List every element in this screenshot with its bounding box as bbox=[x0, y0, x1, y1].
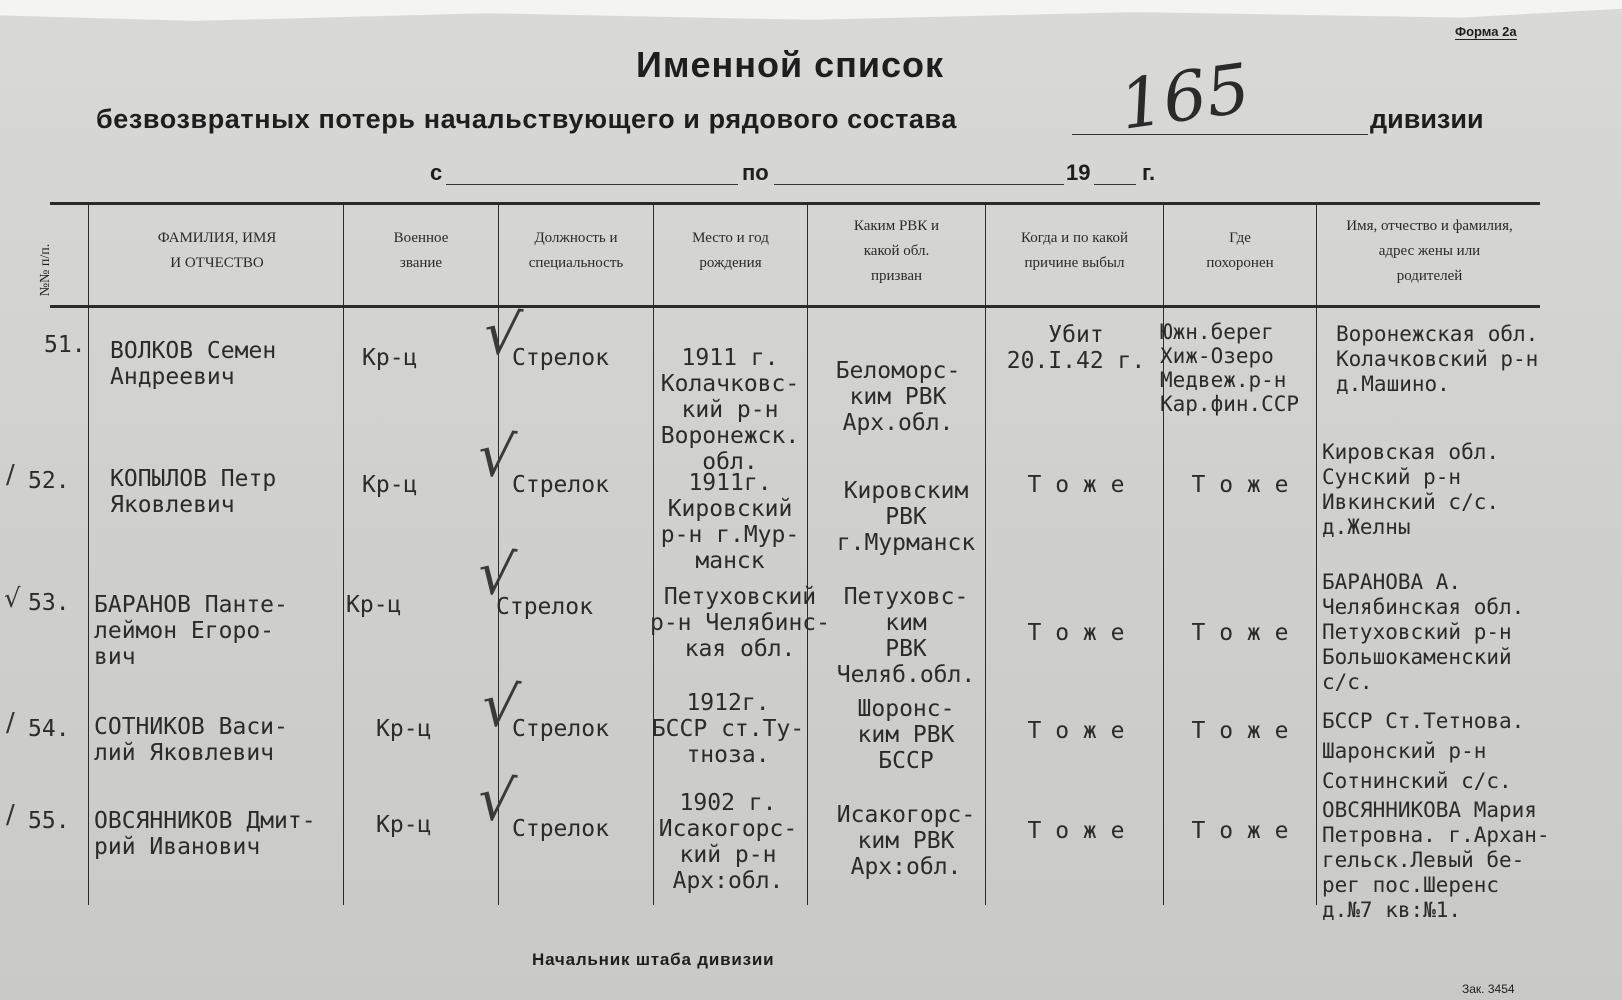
row-buried: Т о ж е bbox=[1191, 818, 1289, 844]
row-position: Стрелок bbox=[512, 472, 609, 498]
date-year-blank bbox=[1094, 184, 1136, 185]
header-relatives: Имя, отчество и фамилия, адрес жены или родителей bbox=[1346, 218, 1513, 284]
checkmark-icon: √ bbox=[474, 420, 519, 492]
row-relatives: БАРАНОВА А. Челябинская обл. Петуховский р-н Большокаменский с/с. bbox=[1322, 570, 1525, 694]
date-from-blank bbox=[446, 184, 738, 185]
row-name: КОПЫЛОВ Петр Яковлевич bbox=[110, 466, 277, 518]
row-number: 53. bbox=[28, 590, 70, 616]
division-blank-line bbox=[1072, 134, 1368, 135]
row-number: 51. bbox=[44, 332, 86, 358]
row-rank: Кр-ц bbox=[362, 345, 418, 371]
row-birth: Петуховский р-н Челябинс- кая обл. bbox=[649, 584, 830, 662]
checkmark-icon: √ bbox=[474, 764, 519, 836]
row-relatives: ОВСЯННИКОВА Мария Петровна. г.Архан- гельск.Левый бе- рег пос.Шеренс д.№7 кв:№1. bbox=[1322, 798, 1550, 922]
row-buried: Т о ж е bbox=[1191, 718, 1289, 744]
row-relatives: Воронежская обл. Колачковский р-н д.Машино. bbox=[1336, 322, 1539, 396]
row-number: 55. bbox=[28, 808, 70, 834]
date-to-blank bbox=[774, 184, 1064, 185]
row-when: Т о ж е bbox=[1027, 718, 1125, 744]
footer-signature-label: Начальник штаба дивизии bbox=[532, 950, 775, 969]
row-name: БАРАНОВ Панте- леймон Егоро- вич bbox=[94, 592, 288, 670]
row-rvk: Шоронс- ким РВК БССР bbox=[857, 696, 955, 774]
row-when: Убит 20.I.42 г. bbox=[1006, 322, 1146, 374]
date-from-label: с bbox=[430, 160, 443, 185]
header-when: Когда и по какой причине выбыл bbox=[1020, 230, 1129, 271]
date-year-suffix: г. bbox=[1142, 160, 1156, 185]
row-when: Т о ж е bbox=[1027, 620, 1125, 646]
tick-mark-icon: / bbox=[6, 708, 15, 738]
row-name: ОВСЯННИКОВ Дмит- рий Иванович bbox=[94, 808, 316, 860]
row-number: 54. bbox=[28, 716, 70, 742]
row-birth: 1912г. БССР ст.Ту- тноза. bbox=[651, 690, 805, 768]
row-rank: Кр-ц bbox=[362, 472, 418, 498]
row-relatives: БССР Ст.Тетнова. Шаронский р-н Сотнинский с/с. bbox=[1322, 709, 1525, 793]
row-birth: 1911г. Кировский р-н г.Мур- манск bbox=[660, 470, 800, 574]
row-number: 52. bbox=[28, 468, 70, 494]
row-rank: Кр-ц bbox=[376, 812, 432, 838]
page-title: Именной список bbox=[635, 44, 945, 85]
division-word: дивизии bbox=[1370, 104, 1484, 134]
col-divider bbox=[343, 205, 344, 905]
row-rvk: Исакогорс- ким РВК Арх:обл. bbox=[836, 802, 976, 880]
row-position: Стрелок bbox=[496, 594, 593, 620]
header-num: №№ п/п. bbox=[38, 243, 53, 297]
tick-mark-icon: √ bbox=[4, 584, 21, 614]
row-rvk: Петуховс- ким РВК Челяб.обл. bbox=[836, 584, 976, 688]
page-subtitle: безвозвратных потерь начальствующего и рядового состава bbox=[96, 104, 958, 134]
row-birth: 1902 г. Исакогорс- кий р-н Арх:обл. bbox=[658, 790, 798, 894]
col-divider bbox=[1163, 205, 1164, 905]
date-year-prefix: 19 bbox=[1066, 160, 1091, 185]
row-birth: 1911 г. Колачковс- кий р-н Воронежск. обл. bbox=[660, 345, 800, 475]
row-name: СОТНИКОВ Васи- лий Яковлевич bbox=[94, 714, 288, 766]
header-rank: Военное звание bbox=[393, 230, 449, 271]
print-order-number: Зак. 3454 bbox=[1462, 982, 1515, 996]
form-label: Форма 2а bbox=[1455, 24, 1517, 39]
row-position: Стрелок bbox=[512, 345, 609, 371]
row-rank: Кр-ц bbox=[376, 716, 432, 742]
row-when: Т о ж е bbox=[1027, 472, 1125, 498]
tick-mark-icon: / bbox=[6, 460, 15, 490]
row-position: Стрелок bbox=[512, 816, 609, 842]
row-relatives: Кировская обл. Сунский р-н Ивкинский с/с. д.Желны bbox=[1322, 440, 1500, 539]
header-position: Должность и специальность bbox=[528, 230, 624, 271]
row-name: ВОЛКОВ Семен Андреевич bbox=[110, 338, 277, 390]
row-buried: Т о ж е bbox=[1191, 472, 1289, 498]
tick-mark-icon: / bbox=[6, 800, 15, 830]
row-when: Т о ж е bbox=[1027, 818, 1125, 844]
header-birth: Место и год рождения bbox=[692, 230, 769, 271]
header-name: ФАМИЛИЯ, ИМЯ И ОТЧЕСТВО bbox=[157, 230, 277, 271]
checkmark-icon: √ bbox=[474, 538, 519, 610]
row-rvk: Беломорс- ким РВК Арх.обл. bbox=[835, 358, 961, 436]
header-rvk: Каким РВК и какой обл. призван bbox=[853, 218, 940, 284]
checkmark-icon: √ bbox=[480, 298, 525, 370]
row-position: Стрелок bbox=[512, 716, 609, 742]
row-buried: Южн.берег Хиж-Озеро Медвеж.р-н Кар.фин.ССР bbox=[1160, 320, 1300, 416]
col-divider bbox=[1316, 205, 1317, 905]
division-number-handwritten: 165 bbox=[1115, 49, 1255, 146]
row-rank: Кр-ц bbox=[346, 592, 402, 618]
date-to-label: по bbox=[742, 160, 769, 185]
col-divider bbox=[88, 205, 89, 905]
row-rvk: Кировским РВК г.Мурманск bbox=[836, 478, 976, 556]
row-buried: Т о ж е bbox=[1191, 620, 1289, 646]
header-buried: Где похоронен bbox=[1206, 230, 1274, 271]
torn-edge bbox=[0, 0, 1622, 22]
checkmark-icon: √ bbox=[478, 670, 523, 742]
